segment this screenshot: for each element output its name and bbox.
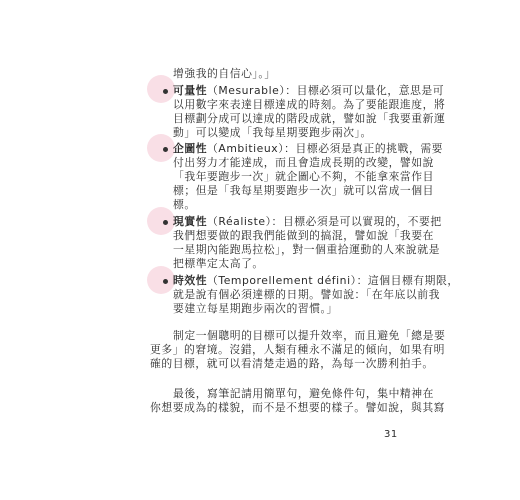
- bullet-dot: [163, 147, 168, 152]
- bullet-term: 企圖性: [173, 142, 208, 155]
- bullet-first-line: [173, 215, 442, 229]
- bullet-term: 時效性: [173, 274, 208, 287]
- page-number: 31: [384, 429, 398, 440]
- decorative-circle: [147, 266, 175, 294]
- bullet-dot: [163, 220, 168, 225]
- bullet-term: 現實性: [173, 215, 208, 228]
- bullet-dot: [163, 279, 168, 284]
- paragraph-line: 制定一個聰明的目標可以提升效率，而且避免「總是要: [173, 329, 446, 342]
- paragraph-line: 確的目標，就可以看清楚走過的路，為每一次勝利拍手。: [150, 357, 434, 370]
- bullet-line: 動」可以變成「我每星期要跑步兩次」。: [173, 126, 372, 139]
- paragraph-line: 你想要成為的樣貌，而不是不想要的樣子。譬如說，與其寫: [150, 401, 446, 414]
- bullet-line: 目標劃分成可以達成的階段成就，譬如說「我要重新運: [173, 112, 446, 125]
- bullet-line: 就是說有個必須達標的日期。譬如說：「在年底以前我: [173, 288, 440, 301]
- decorative-circle: [147, 75, 175, 103]
- bullet-text: （Mesurable）：目標必須可以量化，意思是可: [207, 84, 445, 97]
- decorative-circle: [147, 207, 175, 235]
- bullet-text: （Ambitieux）：目標必須是真正的挑戰，需要: [207, 142, 444, 155]
- bullet-line: 標；但是「我每星期要跑步一次」就可以當成一個目: [173, 184, 434, 197]
- bullet-line: 一星期內能跑馬拉松」，對一個重拾運動的人來說就是: [173, 243, 440, 256]
- bullet-dot: [163, 89, 168, 94]
- bullet-line: 以用數字來表達目標達成的時刻。為了要能跟進度，將: [173, 98, 446, 111]
- bullet-line: 要建立每星期跑步兩次的習慣。」: [173, 302, 338, 315]
- bullet-term: 可量性: [173, 84, 208, 97]
- bullet-first-line: [173, 142, 443, 156]
- bullet-text: （Temporellement défini）：這個目標有期限，: [207, 274, 459, 287]
- decorative-circle: [147, 134, 175, 162]
- opening-line: 增強我的自信心」。」: [173, 67, 276, 80]
- bullet-line: 標。: [173, 198, 196, 211]
- bullet-line: 我們想要做的跟我們能做到的搞混，譬如說「我要在: [173, 229, 434, 242]
- bullet-line: 把標準定太高了。: [173, 257, 264, 270]
- bullet-text: （Réaliste）：目標必須是可以實現的，不要把: [207, 215, 442, 228]
- bullet-line: 付出努力才能達成，而且會造成長期的改變，譬如說: [173, 156, 434, 169]
- bullet-first-line: [173, 274, 459, 288]
- paragraph-line: 更多」的窘境。沒錯，人類有種永不滿足的傾向，如果有明: [150, 343, 446, 356]
- paragraph-line: 最後，寫筆記請用簡單句，避免條件句，集中精神在: [173, 387, 434, 400]
- bullet-first-line: [173, 84, 444, 98]
- bullet-line: 「我年要跑步一次」就企圖心不夠，不能拿來當作目: [173, 170, 434, 183]
